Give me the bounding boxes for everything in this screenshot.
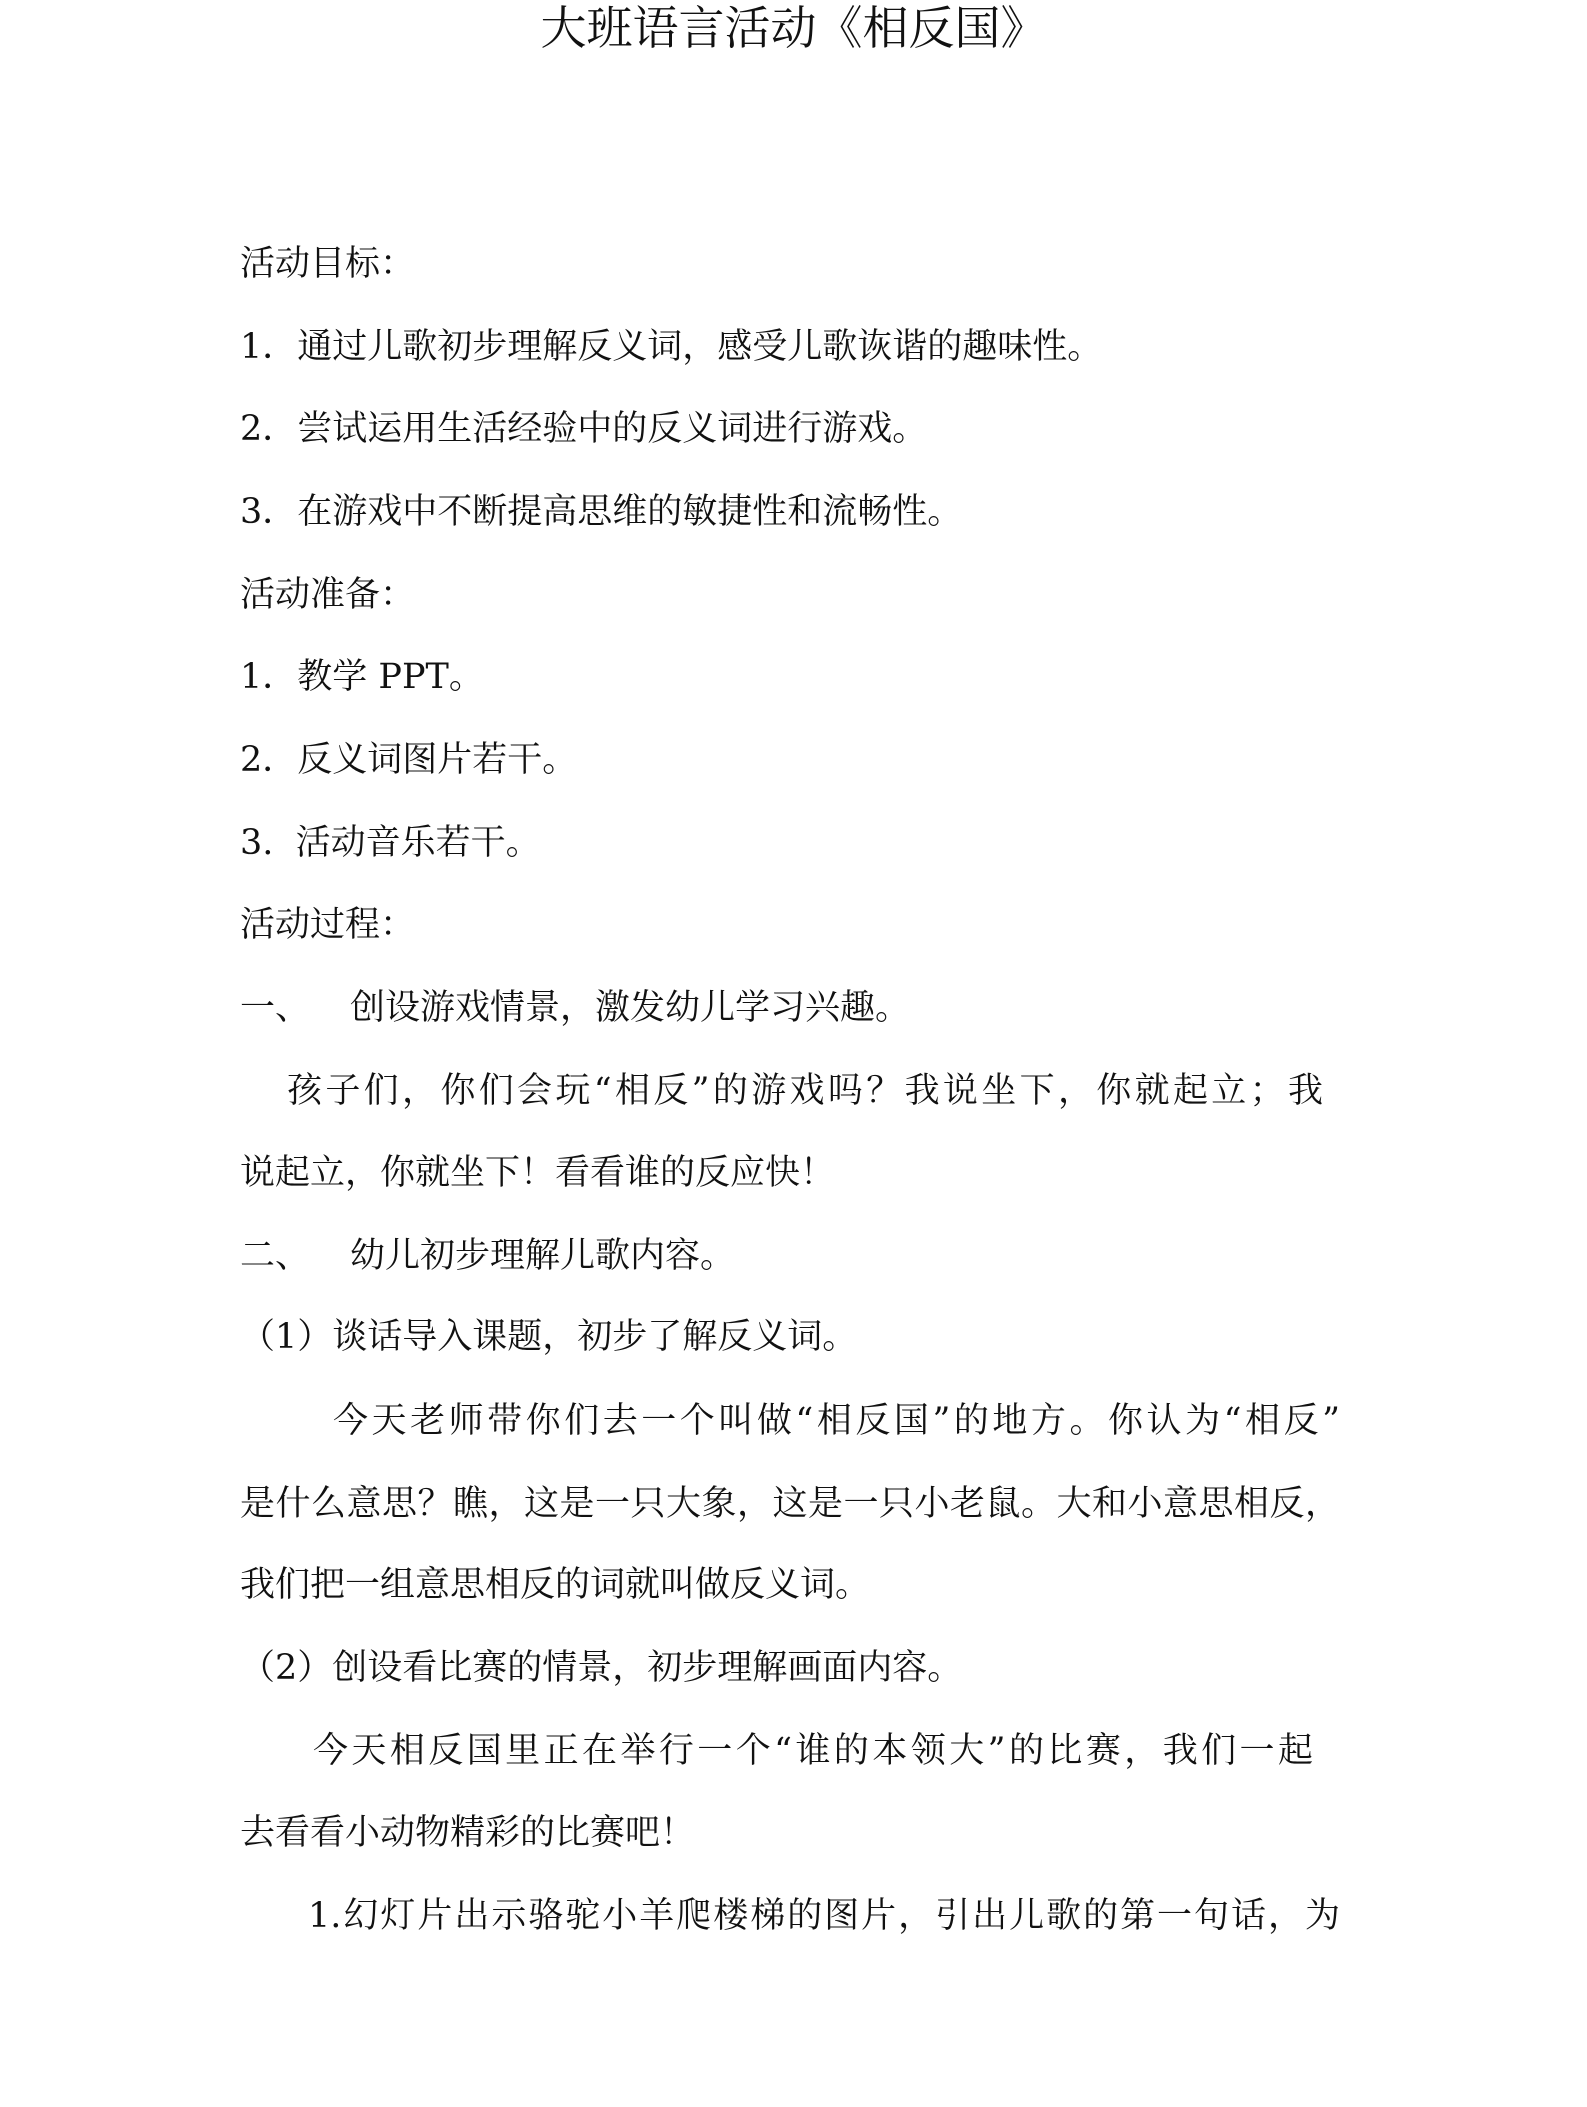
step-number: 二、: [240, 1236, 311, 1276]
paragraph-line: 今天相反国里正在举行一个“谁的本领大”的比赛，我们一起: [313, 1731, 1313, 1771]
paragraph-line: 1.幻灯片出示骆驼小羊爬楼梯的图片，引出儿歌的第一句话，为: [308, 1896, 1340, 1936]
document-title: 大班语言活动《相反国》: [540, 1, 1047, 55]
paragraph-line: 说起立，你就坐下！看看谁的反应快！: [240, 1153, 836, 1193]
paragraph-line: 孩子们，你们会玩“相反”的游戏吗？我说坐下，你就起立；我: [287, 1071, 1323, 1111]
goal-item: 1．通过儿歌初步理解反义词，感受儿歌诙谐的趣味性。: [240, 327, 1103, 367]
paragraph-line: 是什么意思？瞧，这是一只大象，这是一只小老鼠。大和小意思相反，: [240, 1484, 1340, 1524]
goal-item: 2．尝试运用生活经验中的反义词进行游戏。: [240, 409, 928, 449]
prep-item: 2．反义词图片若干。: [240, 740, 578, 780]
sub-heading: （2）创设看比赛的情景，初步理解画面内容。: [240, 1648, 963, 1688]
prep-heading: 活动准备：: [240, 575, 416, 615]
step-title: 幼儿初步理解儿歌内容。: [350, 1236, 736, 1276]
prep-item: 1．教学 PPT。: [240, 657, 484, 697]
goal-item: 3．在游戏中不断提高思维的敏捷性和流畅性。: [240, 492, 963, 532]
paragraph-line: 去看看小动物精彩的比赛吧！: [240, 1813, 696, 1853]
prep-item: 3. 活动音乐若干。: [240, 823, 541, 863]
step-number: 一、: [240, 988, 311, 1028]
process-heading: 活动过程：: [240, 905, 416, 945]
paragraph-line: 今天老师带你们去一个叫做“相反国”的地方。你认为“相反”: [333, 1401, 1340, 1441]
goals-heading: 活动目标：: [240, 244, 416, 284]
step-title: 创设游戏情景，激发幼儿学习兴趣。: [350, 988, 911, 1028]
paragraph-line: 我们把一组意思相反的词就叫做反义词。: [240, 1565, 871, 1605]
sub-heading: （1）谈话导入课题，初步了解反义词。: [240, 1317, 858, 1357]
